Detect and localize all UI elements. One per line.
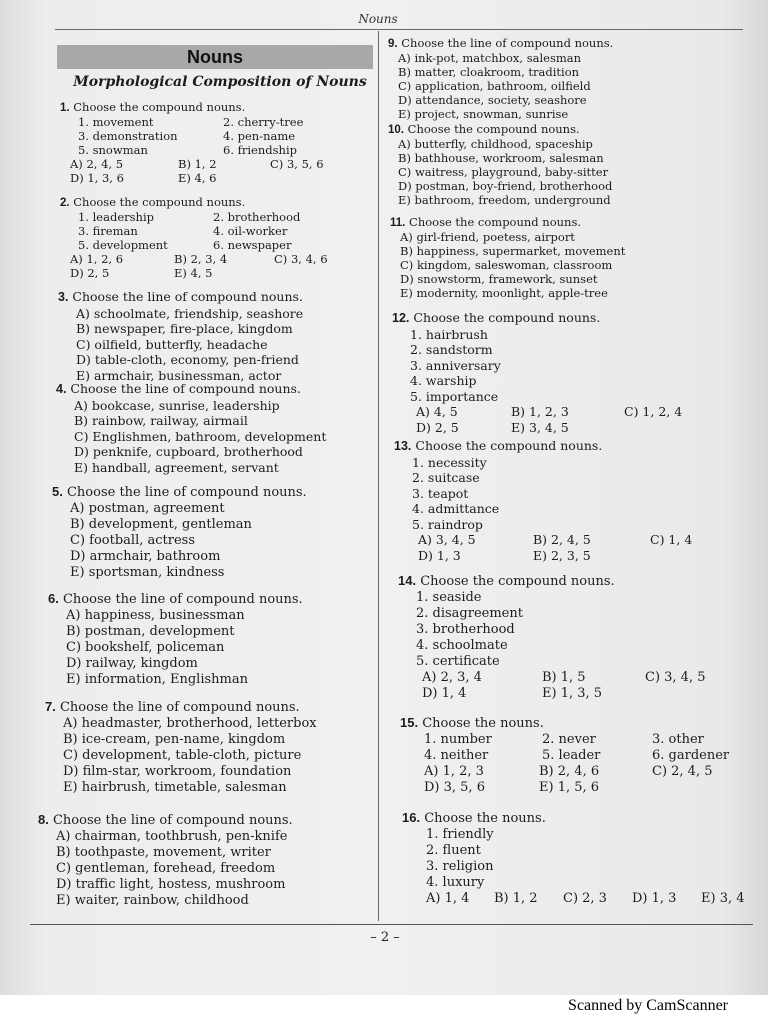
section-banner: Nouns bbox=[57, 45, 373, 69]
question-text: Choose the compound nouns. bbox=[73, 100, 246, 114]
answer-option[interactable]: B) rainbow, railway, airmail bbox=[74, 413, 248, 428]
answer-option[interactable]: B) newspaper, fire-place, kingdom bbox=[76, 321, 293, 336]
answer-option[interactable]: E) hairbrush, timetable, salesman bbox=[63, 780, 287, 795]
list-item: 2. fluent bbox=[426, 843, 481, 858]
answer-option[interactable]: E) 4, 5 bbox=[174, 266, 213, 280]
list-item: 2. never bbox=[542, 732, 596, 747]
answer-option[interactable]: A) 2, 3, 4 bbox=[422, 670, 482, 685]
list-item: 1. seaside bbox=[416, 590, 482, 605]
question-16 bbox=[402, 810, 762, 907]
list-item: 4. neither bbox=[424, 748, 489, 763]
answer-option[interactable]: C) 1, 2, 4 bbox=[624, 404, 683, 419]
question-text: Choose the compound nouns. bbox=[409, 215, 582, 229]
answer-option[interactable]: B) happiness, supermarket, movement bbox=[400, 244, 626, 258]
list-item: 1. friendly bbox=[426, 827, 494, 842]
question-text: Choose the line of compound nouns. bbox=[401, 36, 614, 50]
question-5 bbox=[52, 484, 376, 581]
answer-option[interactable]: D) 2, 5 bbox=[70, 266, 110, 280]
list-item: 2. brotherhood bbox=[213, 210, 301, 224]
scanner-watermark: Scanned by CamScanner bbox=[568, 997, 728, 1014]
answer-option[interactable]: C) 3, 5, 6 bbox=[270, 157, 324, 171]
section-subtitle: Morphological Composition of Nouns bbox=[73, 74, 367, 90]
answer-option[interactable]: D) railway, kingdom bbox=[66, 656, 198, 671]
answer-option[interactable]: E) waiter, rainbow, childhood bbox=[56, 893, 249, 908]
question-number: 12. bbox=[392, 311, 410, 325]
question-12 bbox=[392, 310, 752, 435]
answer-option[interactable]: E) modernity, moonlight, apple-tree bbox=[400, 286, 608, 300]
list-item: 5. leader bbox=[542, 748, 601, 763]
question-text: Choose the line of compound nouns. bbox=[62, 592, 303, 607]
answer-option[interactable]: D) penknife, cupboard, brotherhood bbox=[74, 444, 303, 459]
answer-option[interactable]: A) 1, 2, 6 bbox=[70, 252, 124, 266]
answer-option[interactable]: B) 1, 2 bbox=[178, 157, 217, 171]
list-item: 4. warship bbox=[410, 373, 477, 388]
answer-option[interactable]: D) 2, 5 bbox=[416, 419, 459, 435]
answer-option[interactable]: C) Englishmen, bathroom, development bbox=[74, 428, 327, 444]
answer-option[interactable]: A) 4, 5 bbox=[416, 404, 458, 419]
question-number: 14. bbox=[398, 573, 417, 588]
answer-option[interactable]: E) armchair, businessman, actor bbox=[76, 367, 282, 383]
answer-option[interactable]: C) gentleman, forehead, freedom bbox=[56, 861, 276, 876]
list-item: 2. disagreement bbox=[416, 606, 523, 621]
question-4 bbox=[56, 381, 376, 475]
question-number: 13. bbox=[394, 439, 412, 453]
answer-option[interactable]: C) development, table-cloth, picture bbox=[63, 748, 302, 763]
answer-option[interactable]: A) butterfly, childhood, spaceship bbox=[398, 137, 593, 151]
list-item: 5. raindrop bbox=[412, 516, 483, 532]
answer-option[interactable]: C) bookshelf, policeman bbox=[66, 640, 225, 655]
question-text: Choose the line of compound nouns. bbox=[72, 289, 303, 304]
question-number: 7. bbox=[45, 699, 56, 714]
answer-option[interactable]: C) 2, 4, 5 bbox=[652, 764, 713, 779]
list-item: 4. schoolmate bbox=[416, 638, 508, 653]
list-item: 6. gardener bbox=[652, 748, 730, 763]
answer-option[interactable]: A) happiness, businessman bbox=[66, 608, 245, 623]
answer-option[interactable]: B) postman, development bbox=[66, 624, 235, 639]
list-item: 5. development bbox=[78, 238, 168, 252]
question-number: 2. bbox=[60, 197, 70, 209]
running-header: Nouns bbox=[358, 12, 398, 26]
question-text: Choose the nouns. bbox=[422, 716, 544, 731]
answer-option[interactable]: C) 2, 3 bbox=[563, 891, 607, 906]
answer-option[interactable]: D) traffic light, hostess, mushroom bbox=[56, 877, 286, 892]
question-text: Choose the line of compound nouns. bbox=[70, 381, 301, 396]
question-number: 6. bbox=[48, 591, 59, 606]
answer-option[interactable]: A) headmaster, brotherhood, letterbox bbox=[63, 716, 317, 731]
question-number: 10. bbox=[388, 124, 404, 136]
question-11 bbox=[390, 215, 750, 300]
question-9 bbox=[388, 36, 748, 121]
list-item: 1. movement bbox=[78, 115, 154, 129]
question-7 bbox=[45, 699, 376, 796]
answer-option[interactable]: B) 1, 2 bbox=[494, 891, 538, 906]
answer-option[interactable]: B) bathhouse, workroom, salesman bbox=[398, 151, 604, 165]
question-number: 1. bbox=[60, 102, 70, 114]
question-number: 16. bbox=[402, 810, 421, 825]
answer-option[interactable]: D) attendance, society, seashore bbox=[398, 93, 587, 107]
question-text: Choose the line of compound nouns. bbox=[59, 700, 300, 715]
answer-option[interactable]: A) bookcase, sunrise, leadership bbox=[74, 397, 280, 413]
question-text: Choose the compound nouns. bbox=[413, 310, 601, 325]
answer-option[interactable]: D) 1, 4 bbox=[422, 686, 467, 701]
answer-option[interactable]: E) handball, agreement, servant bbox=[74, 459, 279, 475]
answer-option[interactable]: D) 1, 3 bbox=[418, 547, 461, 563]
list-item: 5. snowman bbox=[78, 143, 148, 157]
answer-option[interactable]: D) snowstorm, framework, sunset bbox=[400, 272, 598, 286]
question-number: 15. bbox=[400, 715, 419, 730]
answer-option[interactable]: E) 2, 3, 5 bbox=[533, 547, 591, 563]
question-8 bbox=[38, 812, 376, 909]
answer-option[interactable]: C) kingdom, saleswoman, classroom bbox=[400, 258, 613, 272]
question-text: Choose the compound nouns. bbox=[415, 438, 603, 453]
answer-option[interactable]: A) 1, 4 bbox=[426, 891, 470, 906]
question-3 bbox=[58, 289, 376, 383]
answer-option[interactable]: E) 4, 6 bbox=[178, 171, 217, 185]
answer-option[interactable]: E) 1, 5, 6 bbox=[539, 780, 600, 795]
answer-option[interactable]: D) 1, 3 bbox=[632, 891, 677, 906]
answer-option[interactable]: C) oilfield, butterfly, headache bbox=[76, 336, 268, 352]
list-item: 3. anniversary bbox=[410, 357, 501, 373]
list-item: 6. newspaper bbox=[213, 238, 292, 252]
question-text: Choose the compound nouns. bbox=[407, 122, 580, 136]
column-divider bbox=[378, 31, 379, 921]
list-item: 3. other bbox=[652, 732, 704, 747]
answer-option[interactable]: B) 2, 4, 5 bbox=[533, 532, 591, 547]
answer-option[interactable]: C) 3, 4, 5 bbox=[645, 670, 706, 685]
list-item: 1. hairbrush bbox=[410, 326, 488, 342]
answer-option[interactable]: B) development, gentleman bbox=[70, 517, 252, 532]
list-item: 1. necessity bbox=[412, 454, 487, 470]
answer-option[interactable]: A) chairman, toothbrush, pen-knife bbox=[56, 829, 288, 844]
question-15 bbox=[400, 715, 760, 796]
answer-option[interactable]: B) matter, cloakroom, tradition bbox=[398, 65, 580, 79]
answer-option[interactable]: E) information, Englishman bbox=[66, 672, 248, 687]
question-number: 8. bbox=[38, 812, 49, 827]
answer-option[interactable]: D) table-cloth, economy, pen-friend bbox=[76, 352, 299, 367]
answer-option[interactable]: D) postman, boy-friend, brotherhood bbox=[398, 179, 613, 193]
answer-option[interactable]: B) ice-cream, pen-name, kingdom bbox=[63, 732, 286, 747]
list-item: 3. religion bbox=[426, 859, 494, 874]
list-item: 5. importance bbox=[410, 388, 499, 404]
list-item: 3. demonstration bbox=[78, 129, 178, 143]
answer-option[interactable]: A) girl-friend, poetess, airport bbox=[400, 230, 575, 244]
list-item: 1. number bbox=[424, 732, 492, 747]
answer-option[interactable]: D) 1, 3, 6 bbox=[70, 171, 124, 185]
question-number: 4. bbox=[56, 382, 67, 396]
list-item: 3. fireman bbox=[78, 224, 138, 238]
answer-option[interactable]: E) 3, 4, 5 bbox=[511, 419, 569, 435]
list-item: 2. sandstorm bbox=[410, 342, 493, 357]
list-item: 4. oil-worker bbox=[213, 224, 288, 238]
list-item: 3. teapot bbox=[412, 485, 469, 501]
question-number: 9. bbox=[388, 38, 398, 50]
answer-option[interactable]: E) project, snowman, sunrise bbox=[398, 107, 569, 121]
answer-option[interactable]: C) 3, 4, 6 bbox=[274, 252, 328, 266]
question-text: Choose the compound nouns. bbox=[420, 574, 615, 589]
answer-option[interactable]: A) schoolmate, friendship, seashore bbox=[76, 305, 304, 321]
list-item: 2. cherry-tree bbox=[223, 115, 304, 129]
question-text: Choose the line of compound nouns. bbox=[52, 813, 293, 828]
question-number: 5. bbox=[52, 484, 63, 499]
answer-option[interactable]: D) 3, 5, 6 bbox=[424, 780, 485, 795]
answer-option[interactable]: A) 1, 2, 3 bbox=[424, 764, 484, 779]
question-number: 11. bbox=[390, 217, 406, 229]
question-text: Choose the compound nouns. bbox=[73, 195, 246, 209]
question-text: Choose the line of compound nouns. bbox=[66, 485, 307, 500]
list-item: 5. certificate bbox=[416, 654, 500, 669]
answer-option[interactable]: D) armchair, bathroom bbox=[70, 549, 221, 564]
page-number: – 2 – bbox=[370, 930, 400, 945]
list-item: 6. friendship bbox=[223, 143, 297, 157]
answer-option[interactable]: B) 2, 4, 6 bbox=[539, 764, 600, 779]
list-item: 4. admittance bbox=[412, 501, 500, 516]
question-13 bbox=[394, 438, 754, 563]
question-2 bbox=[60, 195, 376, 280]
answer-option[interactable]: D) film-star, workroom, foundation bbox=[63, 764, 292, 779]
question-14 bbox=[398, 573, 758, 702]
answer-option[interactable]: C) waitress, playground, baby-sitter bbox=[398, 165, 609, 179]
answer-option[interactable]: B) 1, 5 bbox=[542, 670, 586, 685]
list-item: 4. luxury bbox=[426, 875, 485, 890]
answer-option[interactable]: B) 1, 2, 3 bbox=[511, 404, 569, 419]
header-rule bbox=[55, 29, 743, 30]
list-item: 2. suitcase bbox=[412, 470, 480, 485]
list-item: 1. leadership bbox=[78, 210, 154, 224]
answer-option[interactable]: E) sportsman, kindness bbox=[70, 565, 225, 580]
list-item: 4. pen-name bbox=[223, 129, 296, 143]
answer-option[interactable]: B) 2, 3, 4 bbox=[174, 252, 228, 266]
answer-option[interactable]: A) 3, 4, 5 bbox=[418, 532, 476, 547]
answer-option[interactable]: E) 1, 3, 5 bbox=[542, 686, 603, 701]
footer-rule bbox=[30, 924, 753, 925]
answer-option[interactable]: A) ink-pot, matchbox, salesman bbox=[398, 51, 582, 65]
question-6 bbox=[48, 591, 376, 688]
answer-option[interactable]: C) application, bathroom, oilfield bbox=[398, 79, 591, 93]
answer-option[interactable]: C) 1, 4 bbox=[650, 532, 693, 547]
answer-option[interactable]: E) bathroom, freedom, underground bbox=[398, 193, 611, 207]
question-number: 3. bbox=[58, 290, 69, 304]
question-text: Choose the nouns. bbox=[424, 811, 546, 826]
answer-option[interactable]: B) toothpaste, movement, writer bbox=[56, 845, 271, 860]
question-1 bbox=[60, 100, 376, 185]
list-item: 3. brotherhood bbox=[416, 622, 515, 637]
answer-option[interactable]: E) 3, 4 bbox=[701, 891, 745, 906]
answer-option[interactable]: A) 2, 4, 5 bbox=[70, 157, 124, 171]
question-10 bbox=[388, 122, 748, 207]
answer-option[interactable]: C) football, actress bbox=[70, 533, 195, 548]
answer-option[interactable]: A) postman, agreement bbox=[70, 501, 225, 516]
